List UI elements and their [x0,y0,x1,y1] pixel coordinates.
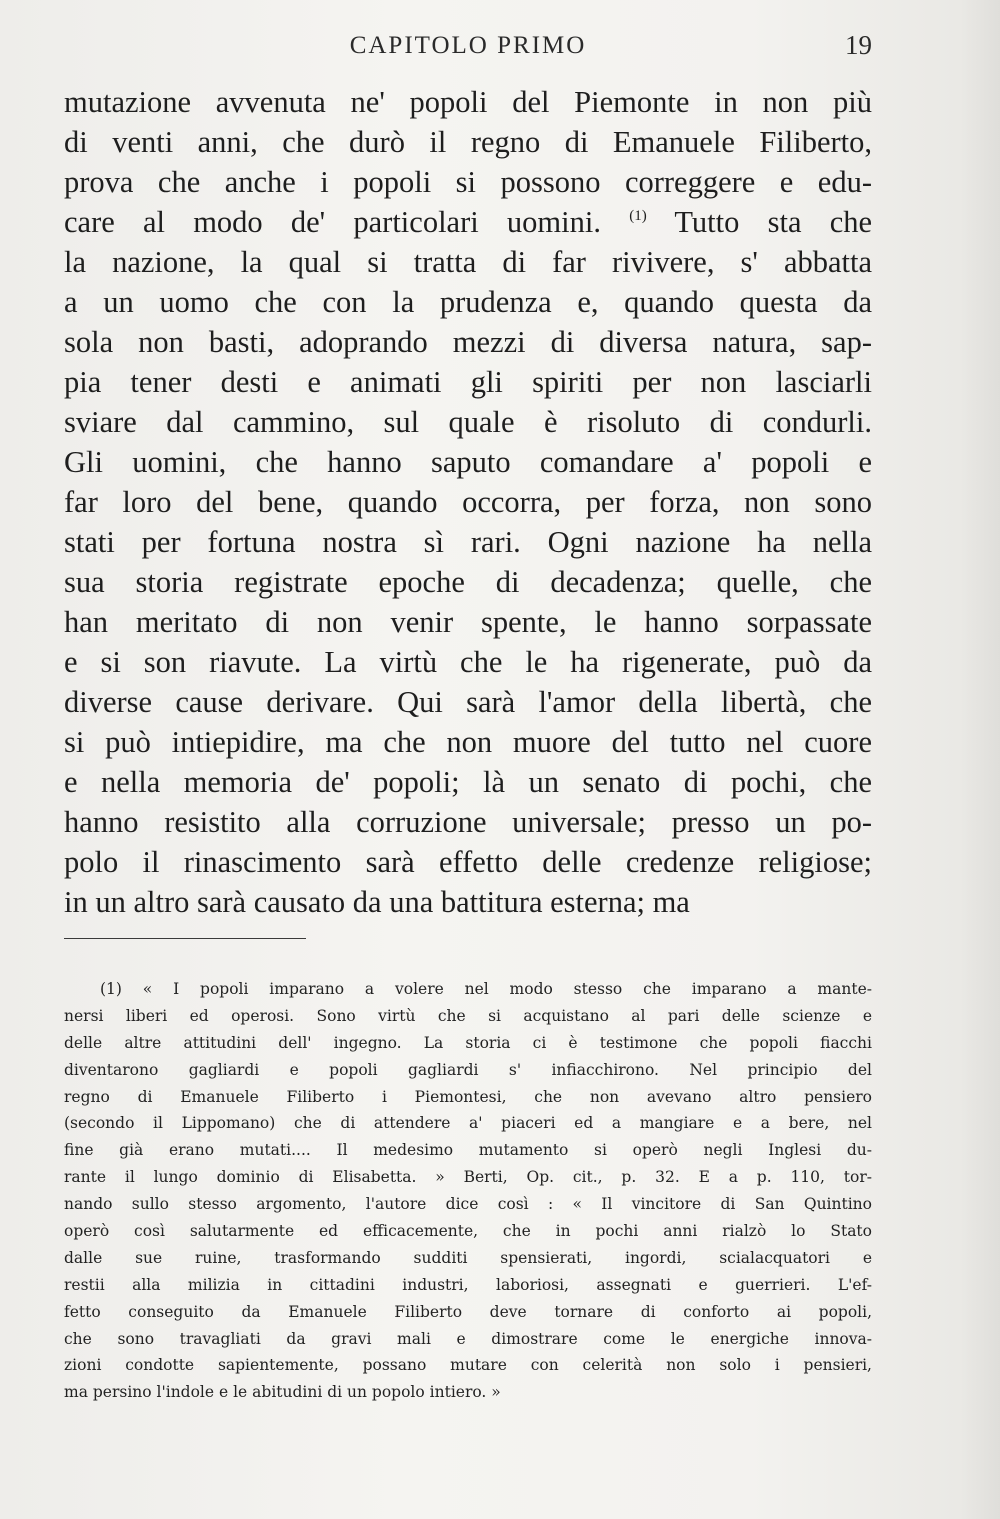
body-line: far loro del bene, quando occorra, per forza, non sono [64,485,872,519]
body-line: han meritato di non venir spente, le hanno sorpassate [64,605,872,639]
footnote-separator [64,938,306,939]
footnote [64,976,872,1406]
body-line: si può intiepidire, ma che non muore del tutto nel cuore [64,725,872,759]
body-line: diverse cause derivare. Qui sarà l'amor della libertà, che [64,685,872,719]
footnote-line: diventarono gagliardi e popoli gagliardi s' infiacchirono. Nel principio del [64,1060,872,1079]
footnote-line: nando sullo stesso argomento, l'autore dice così : « Il vincitore di San Quintino [64,1195,872,1214]
footnote-line: regno di Emanuele Filiberto i Piemontesi, che non avevano altro pensiero [64,1087,872,1106]
footnote-line: dalle sue ruine, trasformando sudditi spensierati, ingordi, scialacquatori e [64,1248,872,1267]
footnote-line: nersi liberi ed operosi. Sono virtù che si acquistano al pari delle scienze e [64,1006,872,1025]
body-line-continuation: Tutto sta che [674,205,873,239]
body-line: di venti anni, che durò il regno di Emanuele Filiberto, [64,125,872,159]
body-line: in un altro sarà causato da una battitura esterna; ma [64,885,690,919]
page-header [64,26,872,66]
body-line: a un uomo che con la prudenza e, quando questa da [64,285,872,319]
footnote-line: (1) « I popoli imparano a volere nel modo stesso che imparano a mante- [100,980,872,998]
body-line: e nella memoria de' popoli; là un senato di pochi, che [64,765,872,799]
body-line: stati per fortuna nostra sì rari. Ogni nazione ha nella [64,525,872,559]
body-line: pia tener desti e animati gli spiriti per non lasciarli [64,365,872,399]
footnote-line: che sono travagliati da gravi mali e dimostrare come le energiche innova- [64,1329,872,1348]
body-line-text: care al modo de' particolari uomini. [64,205,601,239]
footnote-line: fine già erano mutati.... Il medesimo mutamento si operò negli Inglesi du- [64,1141,872,1160]
footnote-line: fetto conseguito da Emanuele Filiberto deve tornare di conforto ai popoli, [64,1302,872,1321]
body-line-with-footnote-ref [64,202,872,242]
page-edge-shadow [960,0,1000,1519]
body-line: sua storia registrate epoche di decadenza; quelle, che [64,565,872,599]
body-line: la nazione, la qual si tratta di far rivivere, s' abbatta [64,245,872,279]
body-line: polo il rinascimento sarà effetto delle credenze religiose; [64,845,872,879]
footnote-line: zioni condotte sapientemente, possano mutare con celerità non solo i pensieri, [64,1356,872,1375]
footnote-reference: (1) [629,208,647,224]
body-line: Gli uomini, che hanno saputo comandare a' popoli e [64,445,872,479]
body-line: sola non basti, adoprando mezzi di diversa natura, sap- [64,325,872,359]
footnote-line: restii alla milizia in cittadini industri, laboriosi, assegnati e guerrieri. L'ef- [64,1275,872,1294]
page-number: 19 [845,30,872,60]
footnote-line: rante il lungo dominio di Elisabetta. » Berti, Op. cit., p. 32. E a p. 110, tor- [64,1168,872,1187]
footnote-line: delle altre attitudini dell' ingegno. La storia ci è testimone che popoli fiacchi [64,1033,872,1052]
footnote-line: ma persino l'indole e le abitudini di un popolo intiero. » [64,1383,501,1402]
body-line: mutazione avvenuta ne' popoli del Piemonte in non più [64,85,872,119]
footnote-line: operò così salutarmente ed efficacemente, che in pochi anni rialzò lo Stato [64,1222,872,1241]
body-line: prova che anche i popoli si possono correggere e edu- [64,165,872,199]
body-line: hanno resistito alla corruzione universale; presso un po- [64,805,872,839]
body-text [64,82,872,922]
body-line: sviare dal cammino, sul quale è risoluto di condurli. [64,405,872,439]
running-title: CAPITOLO PRIMO [349,32,587,59]
footnote-line: (secondo il Lippomano) che di attendere a' piaceri ed a mangiare e a bere, nel [64,1114,872,1133]
body-line: e si son riavute. La virtù che le ha rigenerate, può da [64,645,872,679]
